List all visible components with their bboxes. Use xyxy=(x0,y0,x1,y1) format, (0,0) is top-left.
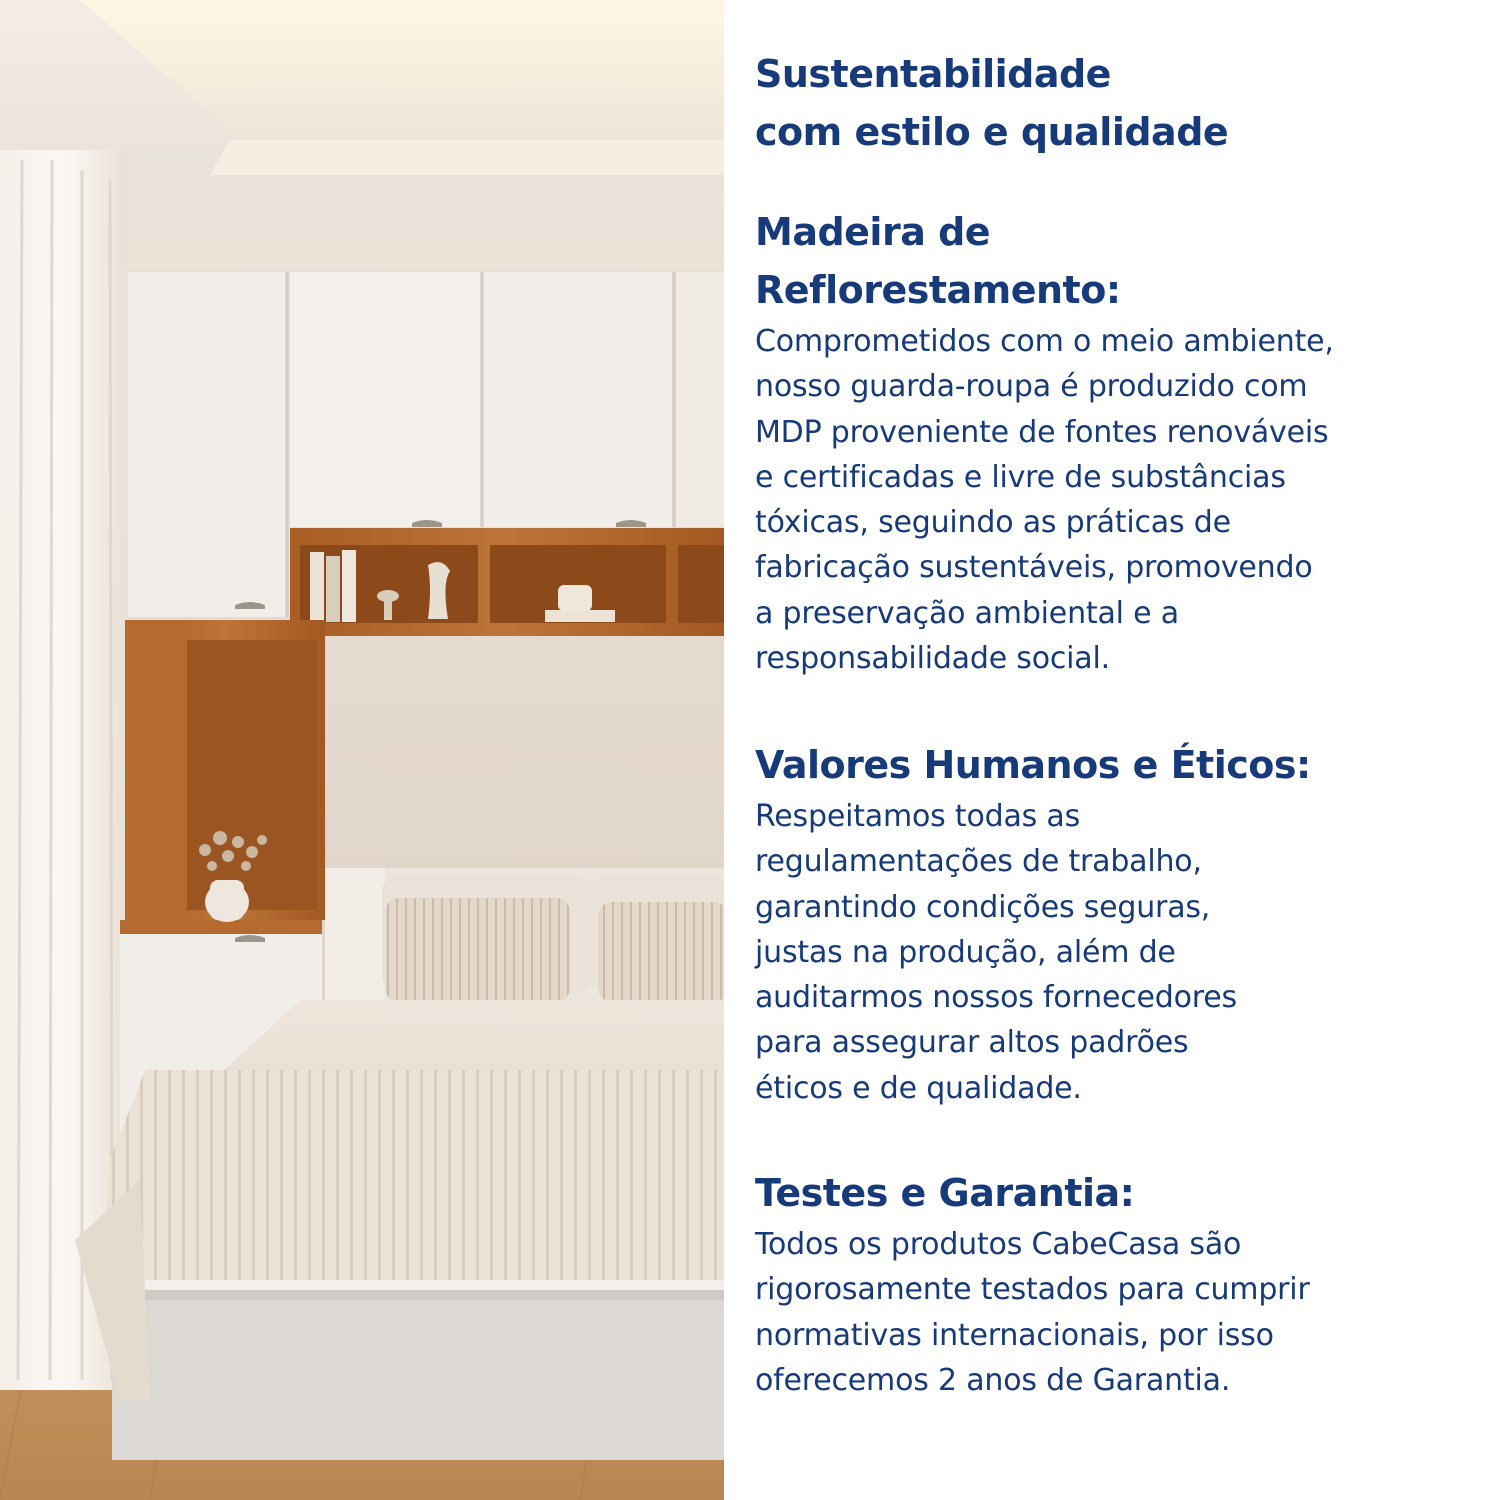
body-line: normativas internacionais, por isso xyxy=(755,1317,1274,1353)
body-line: tóxicas, seguindo as práticas de xyxy=(755,505,1231,541)
section-warranty-title xyxy=(755,1164,1495,1222)
body-line: justas na produção, além de xyxy=(755,934,1176,970)
body-line: Respeitamos todas as xyxy=(755,799,1081,834)
body-line: éticos e de qualidade. xyxy=(755,1070,1082,1106)
section-title-line: Madeira de xyxy=(755,210,991,254)
body-line: oferecemos 2 anos de Garantia. xyxy=(755,1362,1231,1398)
section-title-line: Reflorestamento: xyxy=(755,268,1121,312)
section-ethics-body xyxy=(755,794,1495,1111)
section-title-line: Valores Humanos e Éticos: xyxy=(755,743,1311,787)
body-line: Comprometidos com o meio ambiente, xyxy=(755,324,1334,359)
body-line: Todos os produtos CabeCasa são xyxy=(755,1227,1242,1262)
section-title-line: Testes e Garantia: xyxy=(755,1171,1135,1215)
body-line: e certificadas e livre de substâncias xyxy=(755,459,1286,495)
body-line: MDP proveniente de fontes renováveis xyxy=(755,414,1329,450)
page-title-line-2: com estilo e qualidade xyxy=(755,110,1229,154)
body-line: a preservação ambiental e a xyxy=(755,595,1179,631)
body-line: garantindo condições seguras, xyxy=(755,889,1211,925)
body-line: responsabilidade social. xyxy=(755,641,1110,677)
body-line: regulamentações de trabalho, xyxy=(755,844,1202,880)
bedroom-photo xyxy=(0,0,724,1500)
text-panel xyxy=(724,0,1500,1500)
body-line: nosso guarda-roupa é produzido com xyxy=(755,369,1308,405)
page-title xyxy=(755,45,1495,161)
body-line: auditarmos nossos fornecedores xyxy=(755,980,1237,1016)
section-reforestation xyxy=(755,203,1495,681)
section-ethics-title xyxy=(755,736,1495,794)
page-title-line-1: Sustentabilidade xyxy=(755,52,1111,96)
body-line: rigorosamente testados para cumprir xyxy=(755,1272,1310,1308)
section-warranty xyxy=(755,1164,1495,1403)
section-reforestation-title xyxy=(755,203,1495,319)
section-ethics xyxy=(755,736,1495,1111)
section-reforestation-body xyxy=(755,319,1495,681)
body-line: para assegurar altos padrões xyxy=(755,1025,1189,1061)
body-line: fabricação sustentáveis, promovendo xyxy=(755,550,1313,586)
section-warranty-body xyxy=(755,1222,1495,1403)
